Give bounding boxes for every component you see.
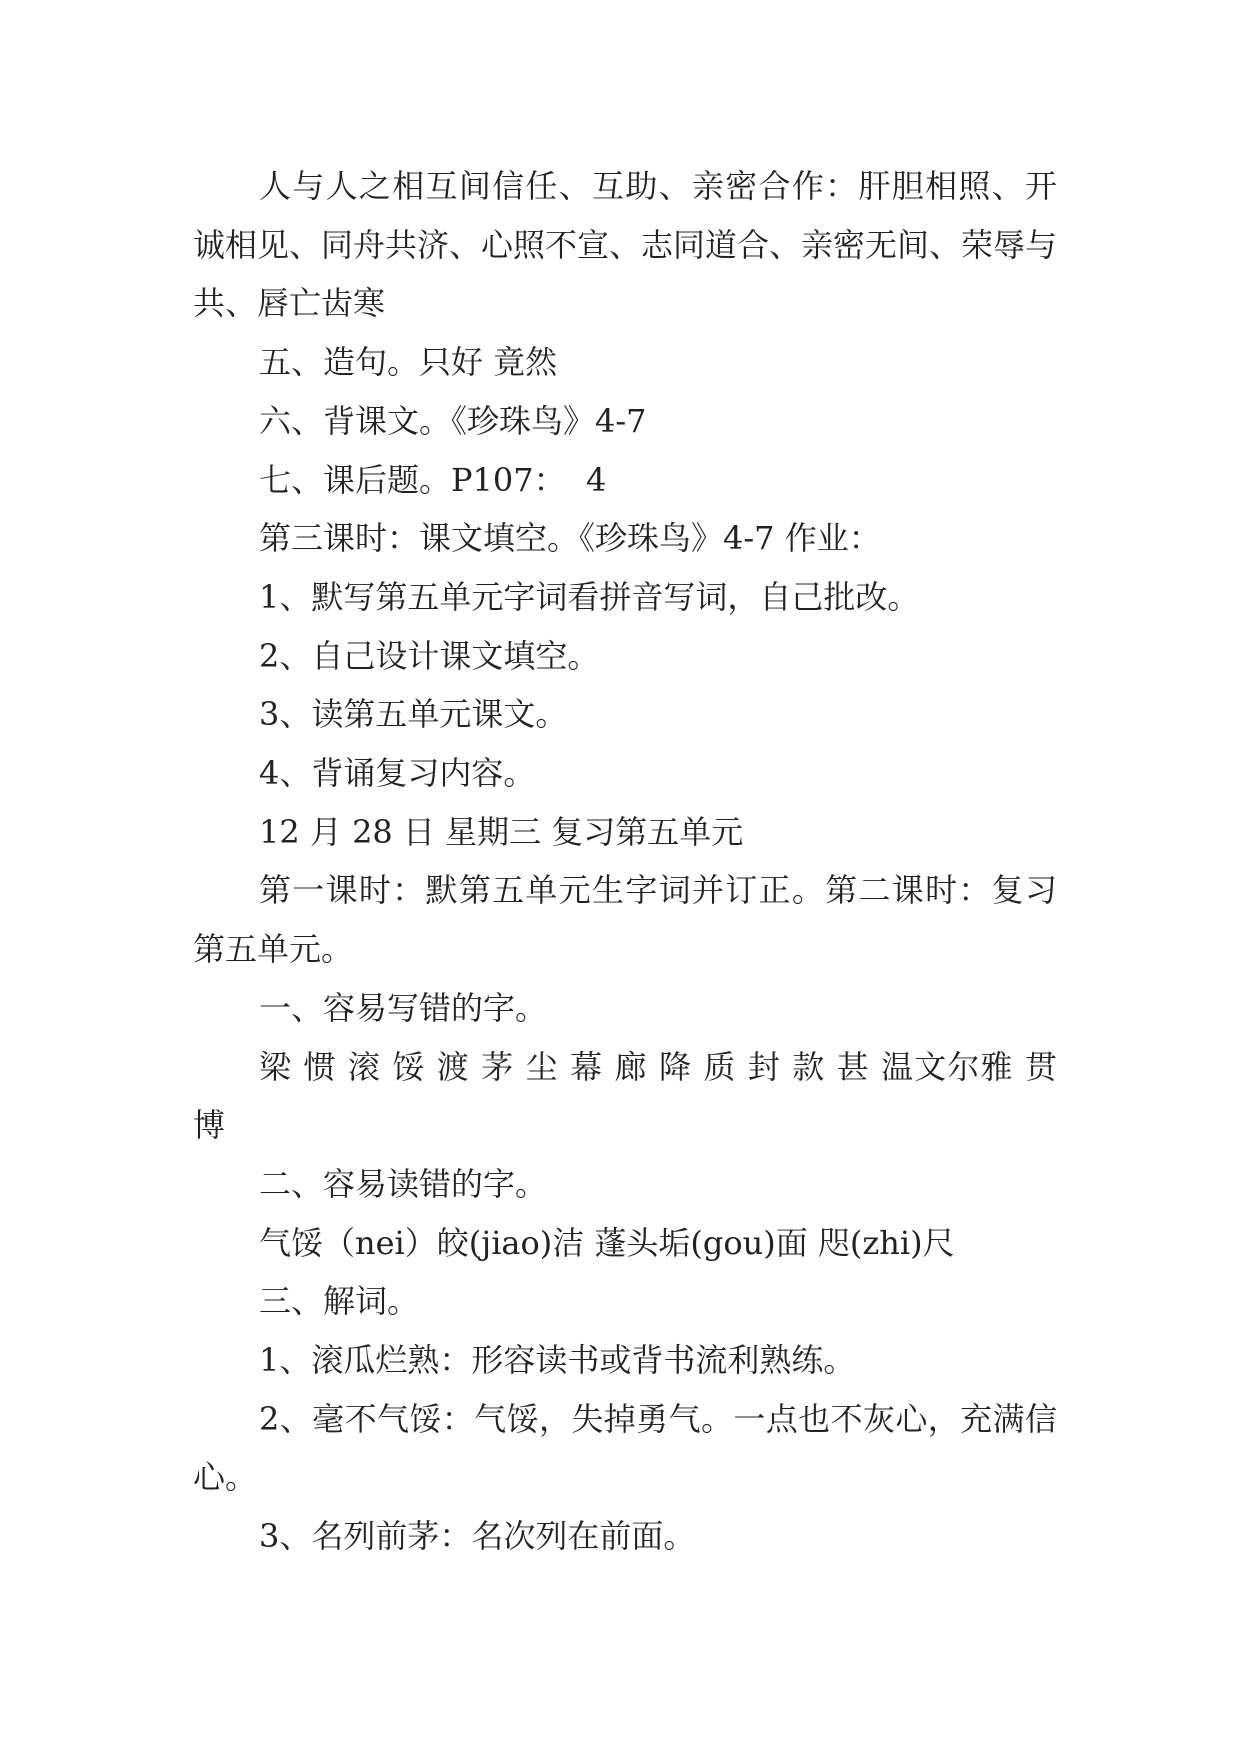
list-item-homework-2: 2、自己设计课文填空。 bbox=[259, 636, 600, 675]
section-heading-misread-characters: 二、容易读错的字。 bbox=[259, 1164, 548, 1203]
paragraph-misread-characters: 气馁（nei）皎(jiao)洁 蓬头垢(gou)面 咫(zhi)尺 bbox=[259, 1223, 955, 1262]
paragraph-exercise: 七、课后题。P107： 4 bbox=[259, 460, 607, 499]
paragraph-miswritten-characters: 梁 惯 滚 馁 渡 茅 尘 幕 廊 降 质 封 款 甚 温文尔雅 贯 博 bbox=[193, 1047, 1068, 1145]
list-item-homework-4: 4、背诵复习内容。 bbox=[259, 754, 536, 793]
list-item-explanation-2: 2、毫不气馁：气馁，失掉勇气。一点也不灰心，充满信心。 bbox=[193, 1399, 1057, 1497]
list-item-homework-1: 1、默写第五单元字词看拼音写词，自己批改。 bbox=[259, 577, 920, 616]
paragraph-make-sentences: 五、造句。只好 竟然 bbox=[259, 343, 558, 382]
section-heading-miswritten-characters: 一、容易写错的字。 bbox=[259, 988, 548, 1027]
date-heading: 12 月 28 日 星期三 复习第五单元 bbox=[259, 812, 744, 851]
list-item-homework-3: 3、读第五单元课文。 bbox=[259, 695, 568, 734]
list-item-explanation-1: 1、滚瓜烂熟：形容读书或背书流利熟练。 bbox=[259, 1341, 856, 1380]
section-heading-word-explanations: 三、解词。 bbox=[259, 1282, 420, 1321]
paragraph-first-second-lesson: 第一课时：默第五单元生字词并订正。第二课时：复习第五单元。 bbox=[193, 871, 1057, 969]
list-item-explanation-3: 3、名列前茅：名次列在前面。 bbox=[259, 1517, 696, 1556]
paragraph-third-lesson: 第三课时：课文填空。《珍珠鸟》4-7 作业： bbox=[259, 519, 881, 558]
document-body bbox=[193, 157, 1068, 1566]
paragraph-idioms-cooperation: 人与人之相互间信任、互助、亲密合作：肝胆相照、开诚相见、同舟共济、心照不宣、志同道合、亲密无间、荣辱与共、唇亡齿寒 bbox=[193, 167, 1058, 323]
paragraph-recite-text: 六、背课文。《珍珠鸟》4-7 bbox=[259, 401, 647, 440]
